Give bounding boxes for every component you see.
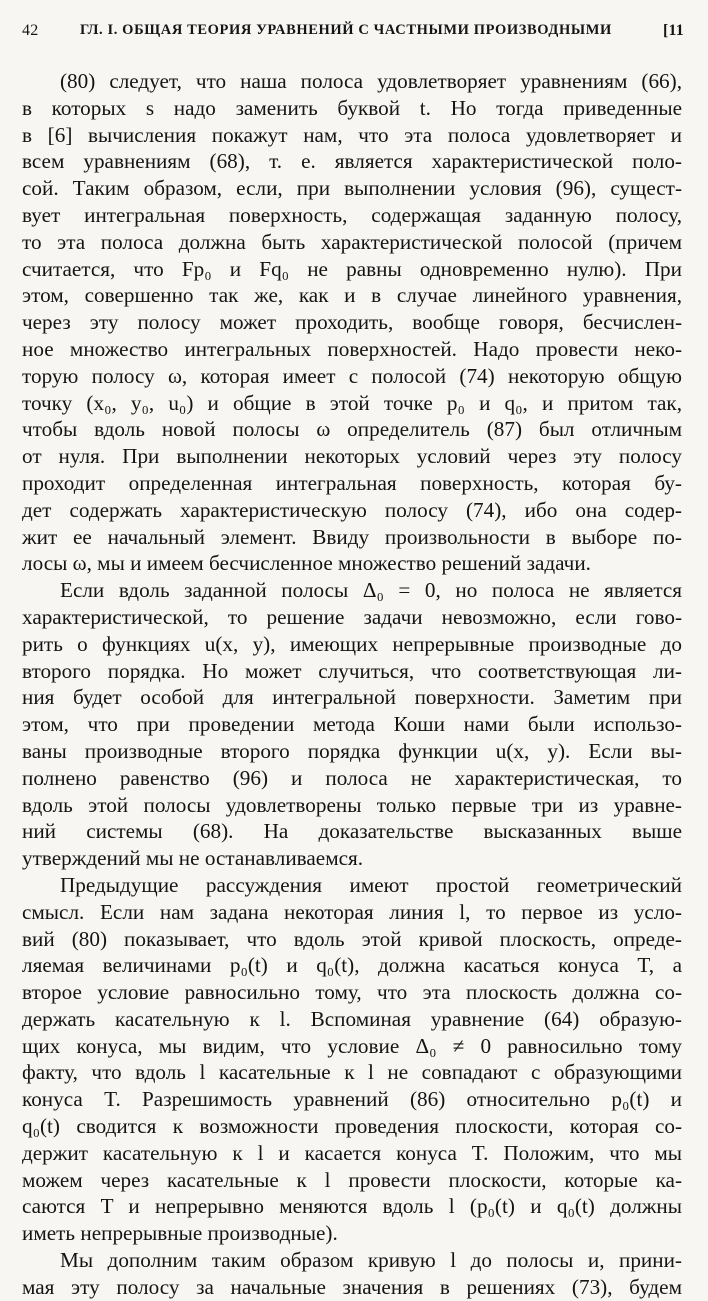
text-line: Предыдущие рассуждения имеют простой геометрический	[60, 872, 682, 897]
text-line: Мы дополним таким образом кривую l до полосы и, прини-	[60, 1248, 682, 1273]
text-line: (80) следует, что наша полоса удовлетворяет уравнениям (66),	[60, 69, 682, 93]
text-line: лосы ω, мы и имеем бесчисленное множество решений задачи.	[22, 551, 591, 576]
text-line: вдоль этой полосы удовлетворены только первые три из уравне-	[22, 792, 682, 817]
text-line: факту, что вдоль l касательные к l не совпадают с образующими	[22, 1060, 682, 1085]
text-line: дет содержать характеристическую полосу (74), ибо она содер-	[22, 497, 682, 522]
text-line: всем уравнениям (68), т. е. является характеристической поло-	[22, 149, 682, 174]
text-line: держит касательную к l и касается конуса T. Положим, что мы	[22, 1140, 682, 1165]
text-line: саются T и непрерывно меняются вдоль l (p₀(t) и q₀(t) должны	[22, 1194, 682, 1219]
text-line: жит ее начальный элемент. Ввиду произвольности в выборе по-	[22, 524, 682, 549]
text-line: считается, что Fp₀ и Fq₀ не равны одновременно нулю). При	[22, 256, 682, 281]
running-title: ГЛ. I. ОБЩАЯ ТЕОРИЯ УРАВНЕНИЙ С ЧАСТНЫМИ ПРОИЗВОДНЫМИ	[80, 22, 612, 38]
text-line: сой. Таким образом, если, при выполнении условия (96), сущест-	[22, 176, 682, 201]
text-line: конуса T. Разрешимость уравнений (86) относительно p₀(t) и	[22, 1087, 682, 1112]
text-line: рить о функциях u(x, y), имеющих непрерывные производные до	[22, 631, 682, 656]
text-line: полнено равенство (96) и полоса не характеристическая, то	[22, 765, 682, 790]
text-line: второе условие равносильно тому, что эта плоскость должна со-	[22, 980, 682, 1005]
text-line: торую полосу ω, которая имеет с полосой (74) некоторую общую	[22, 363, 682, 388]
running-header	[22, 22, 684, 46]
text-line: щих конуса, мы видим, что условие Δ₀ ≠ 0 равносильно тому	[22, 1033, 682, 1058]
text-line: иметь непрерывные производные).	[22, 1221, 338, 1246]
text-line: вий (80) показывает, что вдоль этой кривой плоскость, опреде-	[22, 926, 682, 951]
text-line: чтобы вдоль новой полосы ω определитель (87) был отличным	[22, 417, 682, 442]
text-line: проходит определенная интегральная поверхность, которая бу-	[22, 470, 682, 495]
text-line: в которых s надо заменить буквой t. Но тогда приведенные	[22, 95, 682, 120]
text-line: ляемая величинами p₀(t) и q₀(t), должна касаться конуса T, а	[22, 953, 682, 978]
text-line: через эту полосу может проходить, вообще говоря, бесчислен-	[22, 310, 682, 335]
text-line: смысл. Если нам задана некоторая линия l, то первое из усло-	[22, 899, 682, 924]
text-line: второго порядка. Но может случиться, что соответствующая ли-	[22, 658, 682, 683]
text-line: ваны производные второго порядка функции u(x, y). Если вы-	[22, 738, 682, 763]
text-line: утверждений мы не останавливаемся.	[22, 846, 364, 871]
text-line: мая эту полосу за начальные значения в решениях (73), будем	[22, 1274, 682, 1299]
text-line: можем через касательные к l провести плоскости, которые ка-	[22, 1167, 682, 1192]
page-number: 42	[22, 22, 39, 39]
text-line: этом, совершенно так же, как и в случае линейного уравнения,	[22, 283, 682, 308]
text-line: ния будет особой для интегральной поверхности. Заметим при	[22, 685, 682, 710]
text-line: держать касательную к l. Вспоминая уравнение (64) образую-	[22, 1006, 682, 1031]
text-line: ний системы (68). На доказательстве высказанных выше	[22, 819, 682, 844]
body-text	[22, 68, 682, 1301]
text-line: этом, что при проведении метода Коши нами были использо-	[22, 712, 682, 737]
text-line: q₀(t) сводится к возможности проведения плоскости, которая со-	[22, 1114, 682, 1139]
section-number: [11	[662, 22, 684, 39]
text-line: характеристической, то решение задачи невозможно, если гово-	[22, 604, 682, 629]
text-line: в [6] вычисления покажут нам, что эта полоса удовлетворяет и	[22, 122, 682, 147]
text-line: от нуля. При выполнении некоторых условий через эту полосу	[22, 444, 682, 469]
text-line: ное множество интегральных поверхностей. Надо провести неко-	[22, 336, 682, 361]
text-line: вует интегральная поверхность, содержащая заданную полосу,	[22, 202, 682, 227]
text-line: Если вдоль заданной полосы Δ₀ = 0, но полоса не является	[60, 578, 682, 603]
text-line: то эта полоса должна быть характеристической полосой (причем	[22, 229, 682, 254]
text-line: точку (x₀, y₀, u₀) и общие в этой точке p₀ и q₀, и притом так,	[22, 390, 682, 415]
